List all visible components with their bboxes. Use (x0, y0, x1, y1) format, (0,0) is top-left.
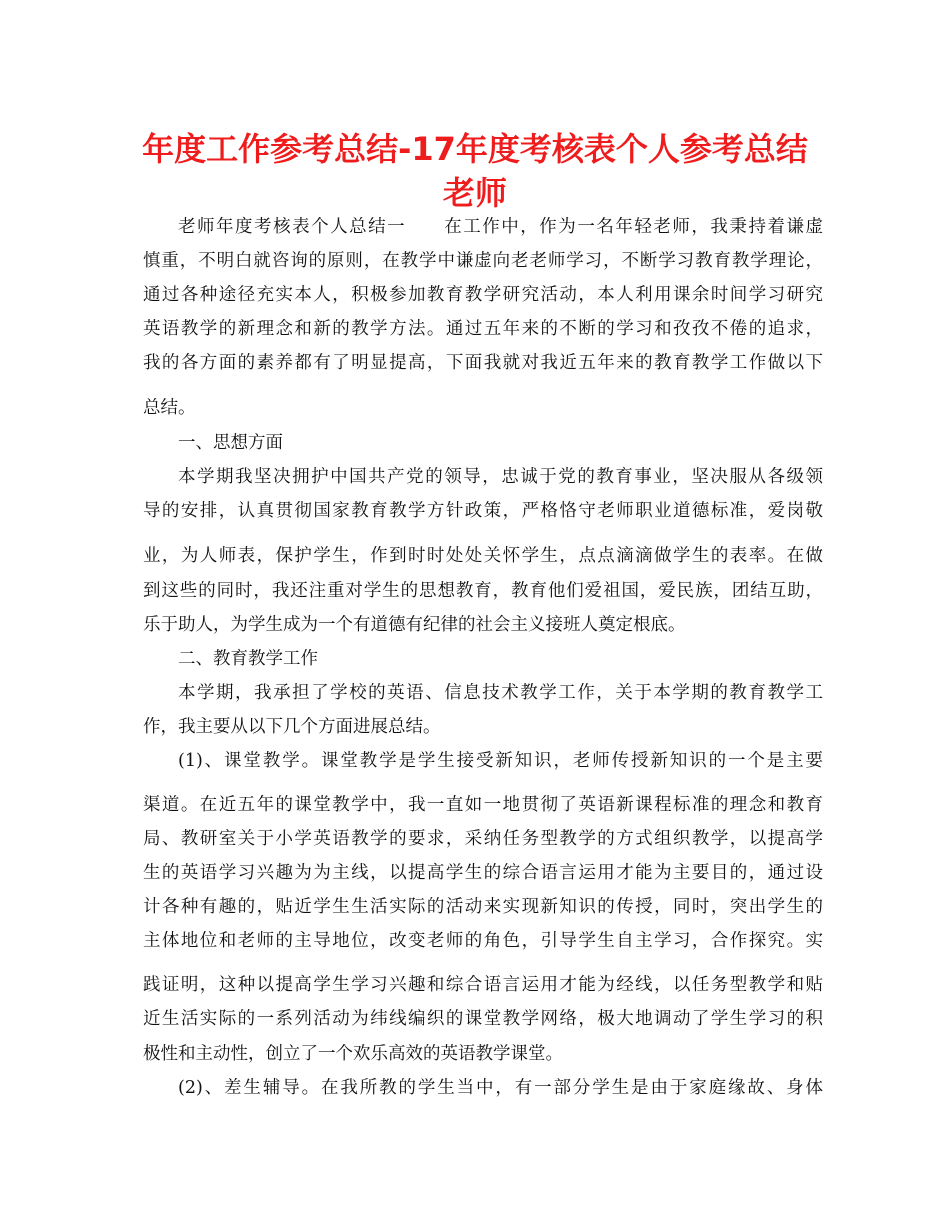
body-line: 计各种有趣的，贴近学生生活实际的活动来实现新知识的传授，同时，突出学生的 (143, 897, 823, 917)
body-line: 业，为人师表，保护学生，作到时时处处关怀学生，点点滴滴做学生的表率。在做 (143, 546, 823, 566)
body-line: 践证明，这种以提高学生学习兴趣和综合语言运用才能为经线，以任务型教学和贴 (143, 975, 823, 995)
body-line: 到这些的同时，我还注重对学生的思想教育，教育他们爱祖国，爱民族，团结互助， (143, 581, 823, 601)
body-line: 通过各种途径充实本人，积极参加教育教学研究活动，本人利用课余时间学习研究 (143, 285, 823, 305)
body-line: 主体地位和老师的主导地位，改变老师的角色，引导学生自主学习，合作探究。实 (143, 931, 823, 951)
body-line: 作，我主要从以下几个方面进展总结。 (143, 717, 441, 737)
body-line: 导的安排，认真贯彻国家教育教学方针政策，严格恪守老师职业道德标准，爱岗敬 (143, 501, 823, 521)
section-heading: 二、教育教学工作 (178, 649, 318, 669)
document-title-line-1: 年度工作参考总结-17年度考核表个人参考总结 (142, 130, 808, 168)
body-line: (1)、课堂教学。课堂教学是学生接受新知识，老师传授新知识的一个是主要 (178, 751, 823, 771)
body-line: 老师年度考核表个人总结一 在工作中，作为一名年轻老师，我秉持着谦虚 (178, 217, 823, 237)
body-line: 我的各方面的素养都有了明显提高，下面我就对我近五年来的教育教学工作做以下 (143, 353, 823, 373)
section-heading: 一、思想方面 (178, 433, 283, 453)
body-line: 总结。 (143, 398, 196, 418)
body-line: 乐于助人，为学生成为一个有道德有纪律的社会主义接班人奠定根底。 (143, 615, 686, 635)
body-line: 慎重，不明白就咨询的原则，在教学中谦虚向老老师学习，不断学习教育教学理论， (143, 251, 823, 271)
body-line: 近生活实际的一系列活动为纬线编织的课堂教学网络，极大地调动了学生学习的积 (143, 1009, 823, 1029)
body-line: 生的英语学习兴趣为为主线，以提高学生的综合语言运用才能为主要目的，通过设 (143, 863, 823, 883)
body-line: (2)、差生辅导。在我所教的学生当中，有一部分学生是由于家庭缘故、身体 (178, 1078, 823, 1098)
body-line: 极性和主动性，创立了一个欢乐高效的英语教学课堂。 (143, 1044, 563, 1064)
body-line: 英语教学的新理念和新的教学方法。通过五年来的不断的学习和孜孜不倦的追求， (143, 319, 823, 339)
body-line: 局、教研室关于小学英语教学的要求，采纳任务型教学的方式组织教学，以提高学 (143, 829, 823, 849)
document-title-line-2: 老师 (442, 174, 507, 212)
body-line: 本学期我坚决拥护中国共产党的领导，忠诚于党的教育事业，坚决服从各级领 (178, 467, 823, 487)
body-line: 渠道。在近五年的课堂教学中，我一直如一地贯彻了英语新课程标准的理念和教育 (143, 795, 823, 815)
body-line: 本学期，我承担了学校的英语、信息技术教学工作，关于本学期的教育教学工 (178, 683, 823, 703)
